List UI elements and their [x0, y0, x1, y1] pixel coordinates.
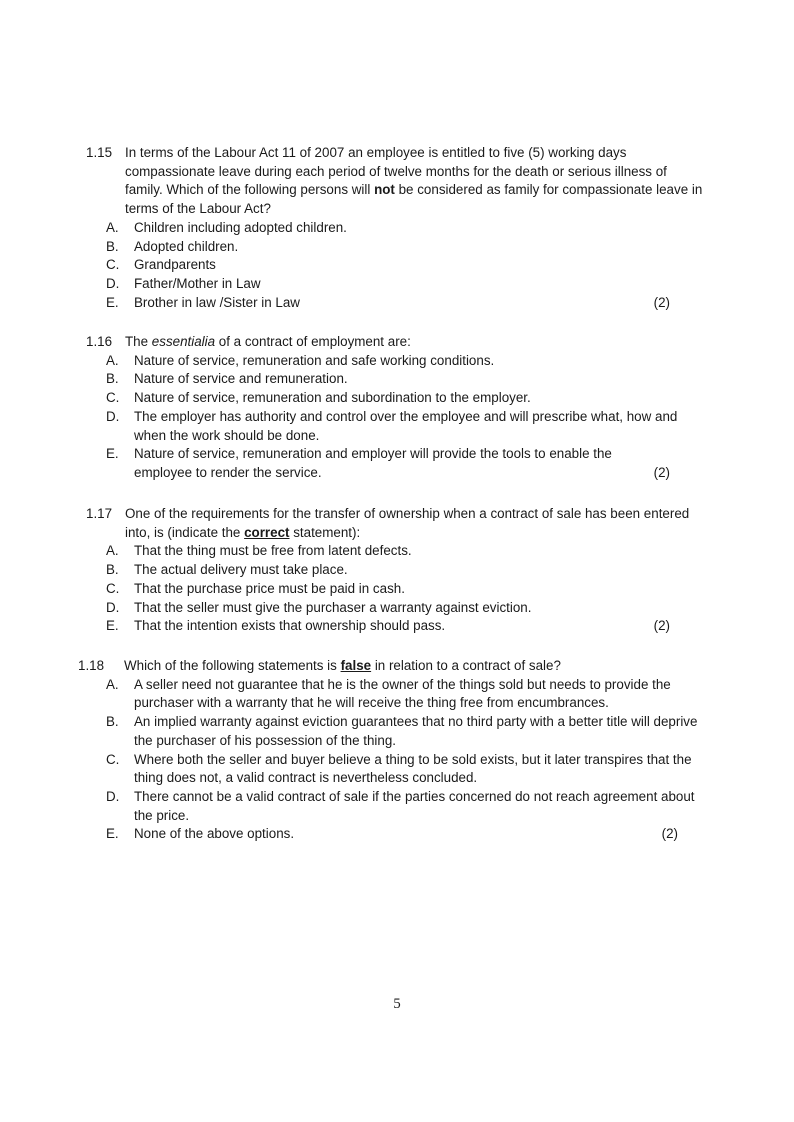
question-stem	[78, 657, 706, 676]
question-stem	[86, 333, 706, 352]
marks-label: (2)	[653, 464, 670, 480]
option-d: D. The employer has authority and control over the employee and will prescribe what, how and when the work should be done.	[106, 408, 678, 443]
question-1-15	[86, 144, 706, 312]
question-number: 1.18	[78, 658, 105, 673]
answer-options	[86, 542, 706, 636]
question-number: 1.17	[86, 506, 113, 521]
option-b: B. An implied warranty against eviction guarantees that no third party with a better title will deprive the purchaser of his possession of the thing.	[106, 714, 698, 748]
option-c: C. Where both the seller and buyer believe a thing to be sold exists, but it later transpires that the thing does not, a valid contract is nevertheless concluded.	[106, 751, 692, 786]
option-b: B. Adopted children.	[106, 238, 239, 254]
option-d: D. There cannot be a valid contract of sale if the parties concerned do not reach agreement about the price.	[106, 788, 695, 823]
emphasis-essentialia: essentialia	[151, 334, 216, 349]
question-number: 1.15	[86, 145, 113, 160]
marks-label: (2)	[653, 294, 670, 310]
emphasis-not: not	[374, 182, 395, 198]
option-a: A. That the thing must be free from latent defects.	[106, 543, 412, 559]
option-a: A. A seller need not guarantee that he is the owner of the things sold but needs to provide the purchaser with a warranty that he will receive the thing free from encumbrances.	[106, 676, 671, 711]
option-c: C. Nature of service, remuneration and subordination to the employer.	[106, 390, 531, 406]
marks-label: (2)	[661, 826, 678, 842]
answer-options	[86, 352, 706, 483]
emphasis-false: false	[340, 658, 372, 673]
emphasis-correct: correct	[244, 524, 290, 540]
question-text: In terms of the Labour Act 11 of 2007 an employee is entitled to five (5) working days compassionate leave during each period of twelve months for the death or serious illness of family. Which of the following persons will not be considered as family for compassionate leave in terms of the Labour Act?	[125, 145, 703, 217]
option-e: E. Brother in law /Sister in Law (2)	[86, 294, 706, 313]
option-d: D. Father/Mother in Law	[106, 275, 261, 291]
question-1-17	[86, 505, 706, 636]
question-1-16	[86, 333, 706, 483]
question-stem	[86, 144, 706, 219]
option-b: B. The actual delivery must take place.	[106, 562, 348, 578]
option-d: D. That the seller must give the purchaser a warranty against eviction.	[106, 599, 532, 615]
question-stem	[86, 505, 706, 542]
option-e: E. That the intention exists that ownership should pass. (2)	[86, 617, 706, 636]
option-e: E. Nature of service, remuneration and employer will provide the tools to enable the employee to render the service. (2)	[86, 445, 706, 482]
question-text: Which of the following statements is false in relation to a contract of sale?	[124, 658, 561, 673]
option-e: E. None of the above options. (2)	[86, 825, 706, 844]
answer-options	[86, 676, 706, 844]
answer-options	[86, 219, 706, 313]
option-a: A. Children including adopted children.	[106, 219, 347, 235]
option-b: B. Nature of service and remuneration.	[106, 371, 348, 387]
page-number: 5	[393, 996, 401, 1012]
question-number: 1.16	[86, 334, 113, 349]
option-c: C. Grandparents	[106, 257, 216, 273]
option-c: C. That the purchase price must be paid in cash.	[106, 580, 405, 596]
question-1-18	[78, 657, 706, 844]
question-text: The essentialia of a contract of employment are:	[125, 334, 411, 349]
option-a: A. Nature of service, remuneration and safe working conditions.	[106, 352, 495, 368]
question-text: One of the requirements for the transfer of ownership when a contract of sale has been entered into, is (indicate the correct statement):	[125, 506, 690, 540]
marks-label: (2)	[653, 618, 670, 634]
